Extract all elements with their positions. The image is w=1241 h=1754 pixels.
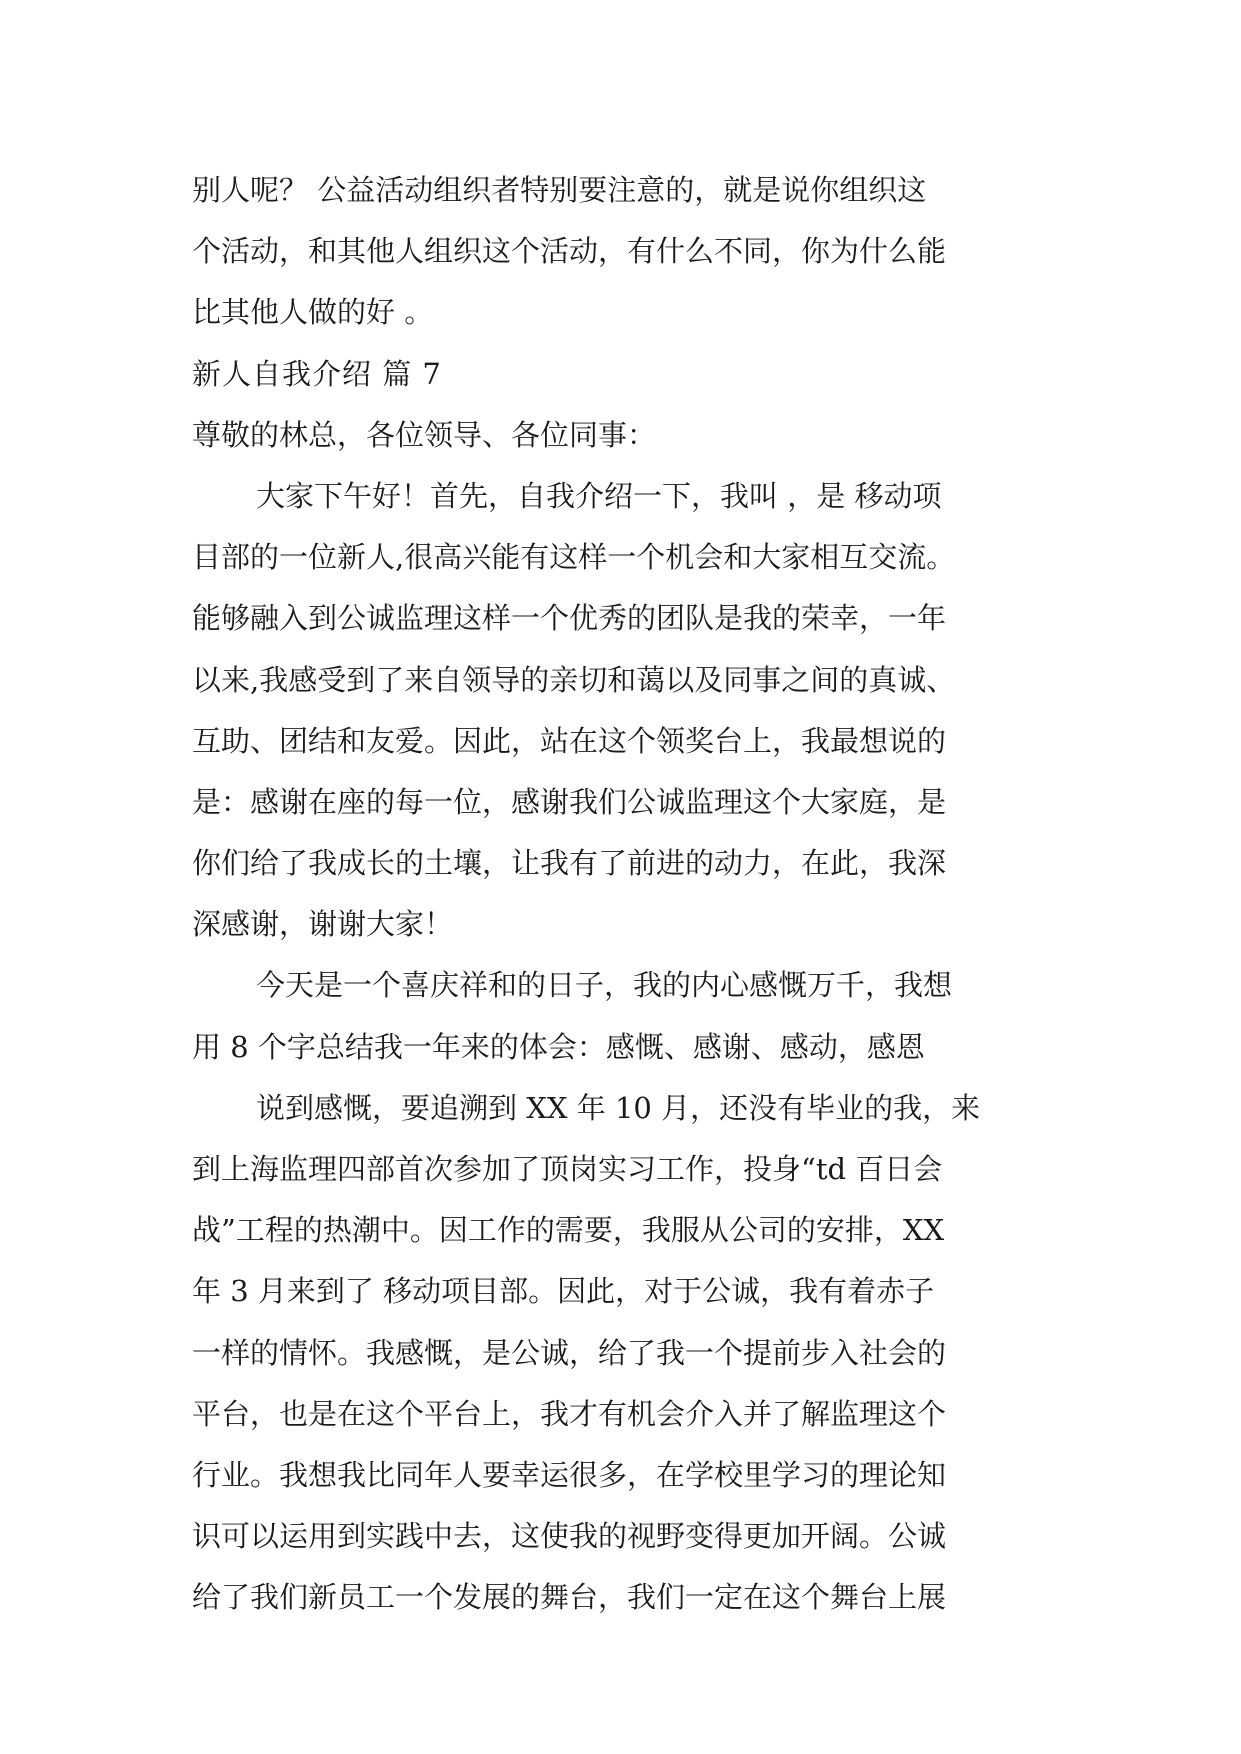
text-line: 是：感谢在座的每一位，感谢我们公诚监理这个大家庭，是 <box>192 784 947 819</box>
text-line: 一样的情怀。我感慨，是公诚，给了我一个提前步入社会的 <box>192 1335 947 1370</box>
text-line: 能够融入到公诚监理这样一个优秀的团队是我的荣幸，一年 <box>192 601 947 636</box>
text-line: 识可以运用到实践中去，这使我的视野变得更加开阔。公诚 <box>192 1519 947 1554</box>
text-line: 目部的一位新人,很高兴能有这样一个机会和大家相互交流。 <box>192 540 956 575</box>
text-line: 别人呢？ 公益活动组织者特别要注意的，就是说你组织这 <box>192 173 927 207</box>
text-line: 以来,我感受到了来自领导的亲切和蔼以及同事之间的真诚、 <box>192 662 956 697</box>
text-line: 到上海监理四部首次参加了顶岗实习工作，投身“td 百日会 <box>192 1152 943 1186</box>
text-line: 战”工程的热潮中。因工作的需要，我服从公司的安排，XX <box>192 1213 945 1248</box>
text-line: 年 3 月来到了 移动项目部。因此，对于公诚，我有着赤子 <box>192 1274 935 1309</box>
text-line: 个活动，和其他人组织这个活动，有什么不同，你为什么能 <box>192 234 947 269</box>
paragraph-start: 今天是一个喜庆祥和的日子，我的内心感慨万千，我想 <box>256 968 953 1003</box>
body-text <box>192 160 1054 1629</box>
text-line: 你们给了我成长的土壤，让我有了前进的动力，在此，我深 <box>192 846 947 881</box>
text-line: 比其他人做的好 。 <box>192 295 434 330</box>
text-line: 平台，也是在这个平台上，我才有机会介入并了解监理这个 <box>192 1396 947 1431</box>
text-line: 互助、团结和友爱。因此，站在这个领奖台上，我最想说的 <box>192 723 947 758</box>
salutation: 尊敬的林总，各位领导、各位同事： <box>192 417 657 452</box>
text-line: 行业。我想我比同年人要幸运很多，在学校里学习的理论知 <box>192 1457 947 1492</box>
text-line: 深感谢，谢谢大家！ <box>192 907 454 942</box>
section-heading: 新人自我介绍 篇 7 <box>192 356 442 391</box>
text-line: 用 8 个字总结我一年来的体会：感慨、感谢、感动，感恩 <box>192 1029 925 1064</box>
text-line: 给了我们新员工一个发展的舞台，我们一定在这个舞台上展 <box>192 1580 947 1615</box>
paragraph-start: 大家下午好！首先，自我介绍一下，我叫 ，是 移动项 <box>256 478 942 513</box>
paragraph-start: 说到感慨，要追溯到 XX 年 10 月，还没有毕业的我，来 <box>256 1090 981 1125</box>
